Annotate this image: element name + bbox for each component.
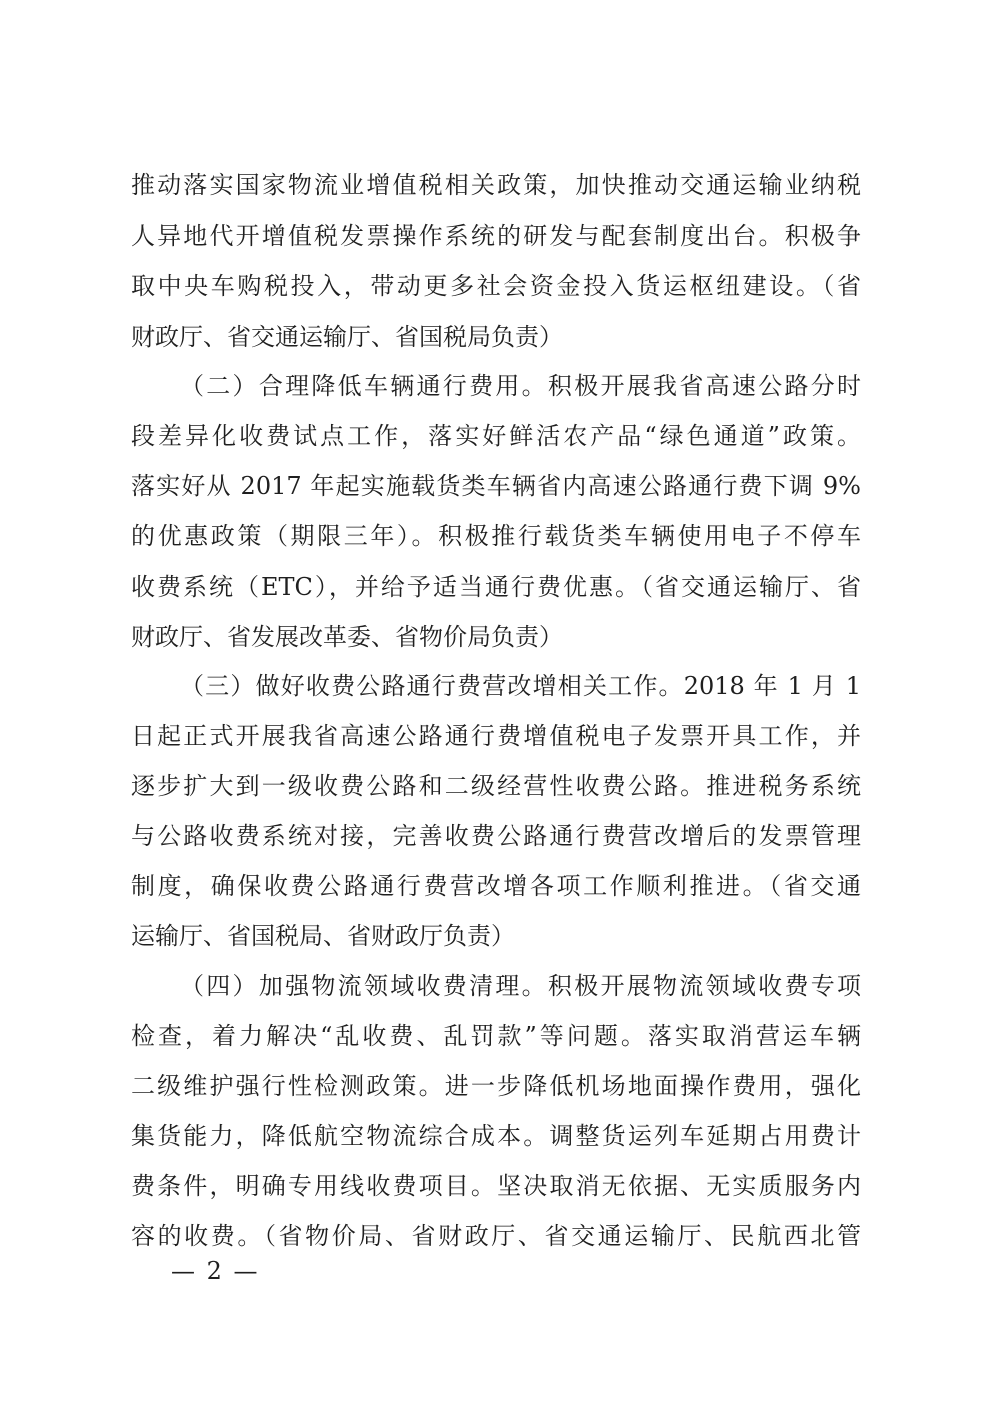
- section-heading-line: （二）合理降低车辆通行费用。积极开展我省高速公路分时: [180, 372, 861, 400]
- text-line: 与公路收费系统对接，完善收费公路通行费营改增后的发票管理: [131, 822, 861, 850]
- text-line: 集货能力，降低航空物流综合成本。调整货运列车延期占用费计: [131, 1122, 861, 1150]
- text-line: 取中央车购税投入，带动更多社会资金投入货运枢纽建设。（省: [131, 272, 861, 300]
- text-line: 日起正式开展我省高速公路通行费增值税电子发票开具工作，并: [131, 722, 861, 750]
- text-line: 运输厅、省国税局、省财政厅负责）: [131, 922, 515, 950]
- text-line: 二级维护强行性检测政策。进一步降低机场地面操作费用，强化: [131, 1072, 861, 1100]
- section-heading-line: （三）做好收费公路通行费营改增相关工作。2018 年 1 月 1: [180, 672, 861, 700]
- text-line: 落实好从 2017 年起实施载货类车辆省内高速公路通行费下调 9%: [131, 472, 861, 500]
- text-line: 推动落实国家物流业增值税相关政策，加快推动交通运输业纳税: [131, 171, 861, 199]
- text-line: 检查，着力解决“乱收费、乱罚款”等问题。落实取消营运车辆: [131, 1022, 861, 1050]
- text-line: 费条件，明确专用线收费项目。坚决取消无依据、无实质服务内: [131, 1172, 861, 1200]
- text-line: 人异地代开增值税发票操作系统的研发与配套制度出台。积极争: [131, 222, 861, 250]
- text-line: 制度，确保收费公路通行费营改增各项工作顺利推进。（省交通: [131, 872, 861, 900]
- page-number: — 2 —: [171, 1257, 260, 1285]
- text-line: 的优惠政策（期限三年）。积极推行载货类车辆使用电子不停车: [131, 522, 861, 550]
- text-line: 容的收费。（省物价局、省财政厅、省交通运输厅、民航西北管: [131, 1222, 861, 1250]
- text-line: 财政厅、省发展改革委、省物价局负责）: [131, 623, 563, 651]
- text-line: 段差异化收费试点工作，落实好鲜活农产品“绿色通道”政策。: [131, 422, 861, 450]
- section-heading-line: （四）加强物流领域收费清理。积极开展物流领域收费专项: [180, 972, 861, 1000]
- text-line: 逐步扩大到一级收费公路和二级经营性收费公路。推进税务系统: [131, 772, 861, 800]
- text-line: 财政厅、省交通运输厅、省国税局负责）: [131, 323, 563, 351]
- text-line: 收费系统（ETC），并给予适当通行费优惠。（省交通运输厅、省: [131, 573, 861, 601]
